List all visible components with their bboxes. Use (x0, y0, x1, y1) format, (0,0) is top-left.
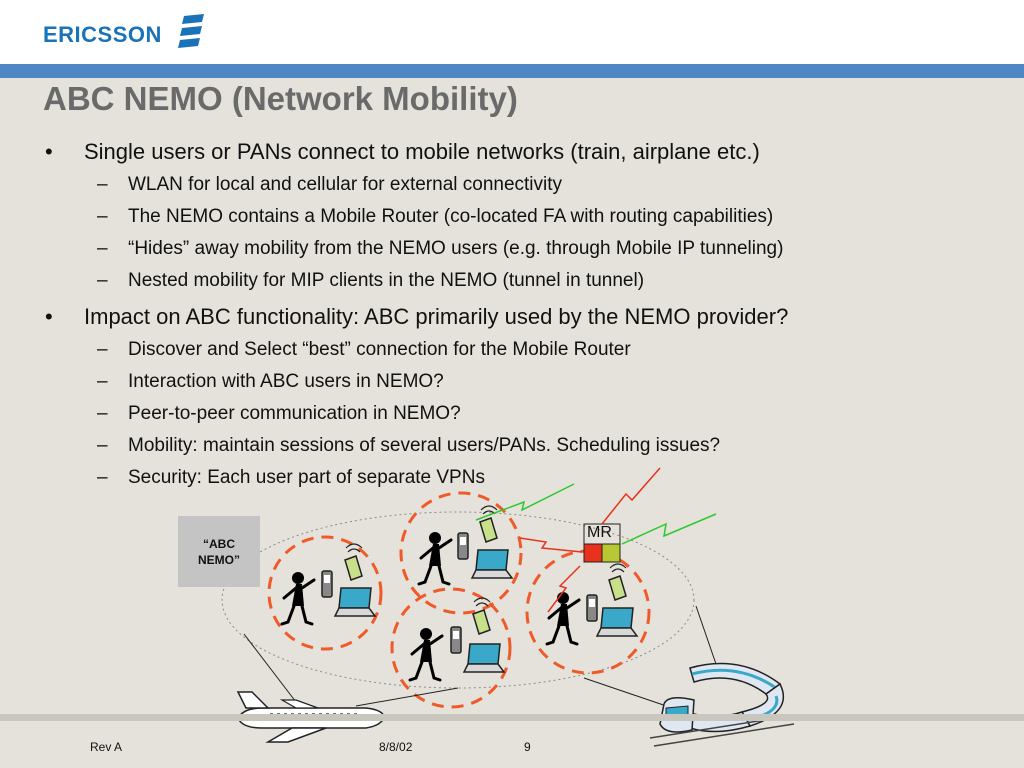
user-cluster (401, 493, 521, 613)
sub-bullet-text: The NEMO contains a Mobile Router (co-located FA with routing capabilities) (128, 206, 774, 227)
sub-bullet-text: WLAN for local and cellular for external connectivity (128, 174, 563, 195)
dash-mark: – (97, 435, 108, 456)
bullet-text: Single users or PANs connect to mobile networks (train, airplane etc.) (84, 139, 760, 164)
user-cluster (269, 537, 381, 649)
dash-mark: – (97, 270, 108, 291)
dash-mark: – (97, 238, 108, 259)
footer-revision: Rev A (90, 740, 123, 754)
cellular-link-red (602, 468, 660, 524)
sub-bullet-text: Nested mobility for MIP clients in the NEMO (tunnel in tunnel) (128, 270, 645, 291)
footer-date: 8/8/02 (379, 740, 413, 754)
sub-bullet-text: “Hides” away mobility from the NEMO users (e.g. through Mobile IP tunneling) (128, 238, 784, 259)
bullet-mark: • (45, 304, 53, 329)
sub-bullet-text: Interaction with ABC users in NEMO? (128, 371, 444, 392)
dash-mark: – (97, 174, 108, 195)
ericsson-logo-text: ERICSSON (43, 22, 162, 47)
slide-title: ABC NEMO (Network Mobility) (43, 80, 518, 117)
dash-mark: – (97, 206, 108, 227)
dash-mark: – (97, 403, 108, 424)
abc-nemo-label: “ABC NEMO” (198, 537, 240, 567)
sub-bullet-text: Mobility: maintain sessions of several users/PANs. Scheduling issues? (128, 435, 721, 456)
sub-bullet-text: Peer-to-peer communication in NEMO? (128, 403, 461, 424)
sub-bullet-text: Security: Each user part of separate VPNs (128, 467, 485, 488)
cellular-link-green (622, 514, 716, 544)
pointer-line (356, 688, 458, 706)
dash-mark: – (97, 371, 108, 392)
cellular-link-green (476, 484, 574, 520)
user-cluster (527, 551, 649, 673)
bullet-text: Impact on ABC functionality: ABC primarily used by the NEMO provider? (84, 304, 789, 329)
footer-page-number: 9 (524, 740, 531, 754)
sub-bullet-text: Discover and Select “best” connection for the Mobile Router (128, 339, 631, 360)
bullet-mark: • (45, 139, 53, 164)
wlan-link-red (520, 538, 582, 552)
train-icon (650, 664, 794, 746)
footer-band (0, 714, 1024, 721)
pointer-line (696, 606, 716, 664)
dash-mark: – (97, 339, 108, 360)
dash-mark: – (97, 467, 108, 488)
mobile-router-label: MR (587, 524, 612, 541)
